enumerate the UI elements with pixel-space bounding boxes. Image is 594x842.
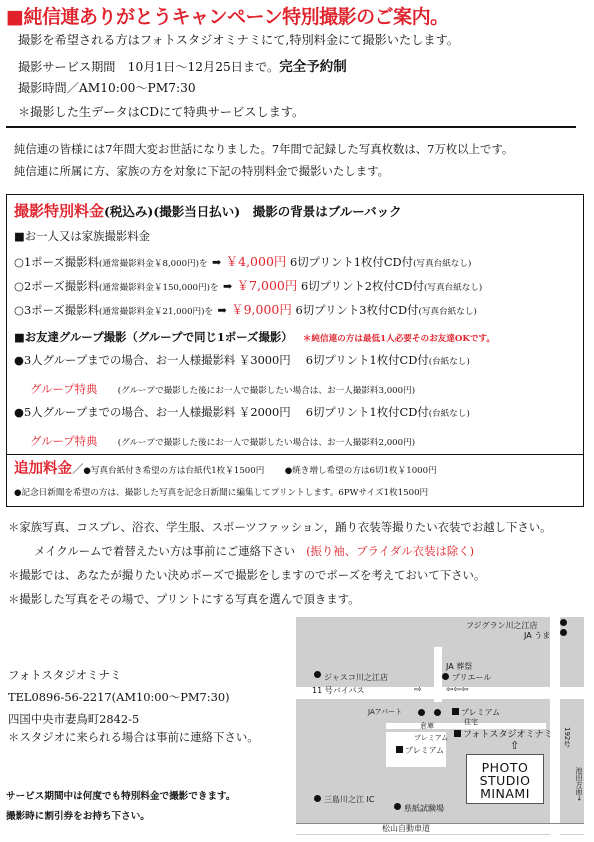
pricing-heading-rest: (撮影当日払い) 撮影の背景はブルーバック bbox=[153, 204, 402, 219]
price-row-note: (通常撮影料金￥21,000円)を bbox=[98, 307, 214, 317]
cd-service-note: ＊撮影した生データはCDにて特典サービスします。 bbox=[18, 105, 305, 119]
price-row-price: ￥9,000円 bbox=[231, 302, 292, 317]
group5-note: (台紙なし) bbox=[428, 409, 470, 419]
service-hours: 撮影時間／AM10:00～PM7:30 bbox=[18, 81, 196, 95]
map-square-marker bbox=[396, 746, 403, 753]
map-marker bbox=[314, 671, 321, 678]
price-row-1 bbox=[14, 252, 471, 270]
arrow-right-icon: ➡ bbox=[212, 256, 222, 269]
note-line-2-exception: (振り袖、ブライダル衣装は除く) bbox=[306, 544, 475, 558]
map-marker bbox=[560, 629, 567, 636]
studio-phone: TEL0896-56-2217(AM10:00～PM7:30) bbox=[8, 690, 230, 704]
group3-note: (台紙なし) bbox=[428, 357, 470, 367]
note-line-2 bbox=[34, 543, 474, 559]
group-heading-row bbox=[14, 326, 495, 345]
photo-sign-line-1: PHOTO bbox=[481, 760, 529, 775]
route-192-road bbox=[550, 617, 560, 835]
arrow-left-icon: ⇦⇦⇦ bbox=[446, 685, 469, 695]
map-label-premium-2 bbox=[396, 745, 444, 756]
price-row-note: (通常撮影料金￥8,000円)を bbox=[98, 259, 208, 269]
map-label-bypass: 11 号バイパス bbox=[312, 686, 365, 695]
group-heading: ■お友達グループ撮影（グループで同じ1ポーズ撮影） bbox=[14, 330, 293, 344]
map-marker bbox=[314, 795, 321, 802]
map-label-ja-apart: JAアパート bbox=[368, 708, 403, 716]
note-line-3: ＊撮影では、あなたが撮りたい決めポーズで撮影をしますのでポーズを考えておいて下さい。 bbox=[8, 568, 486, 582]
extra-heading: 追加料金 bbox=[14, 460, 72, 477]
price-row-price: ￥4,000円 bbox=[225, 254, 287, 269]
expressway-road bbox=[296, 823, 584, 834]
price-row-detail: 6切プリント2枚付CD付 bbox=[300, 279, 424, 293]
map-marker bbox=[418, 709, 425, 716]
extra-item-2: ●焼き増し希望の方は6切1枚￥1000円 bbox=[284, 466, 437, 476]
page-title: ■純信連ありがとうキャンペーン特別撮影のご案内。 bbox=[6, 6, 449, 28]
map-label-expressway: 松山自動車道 bbox=[382, 824, 430, 833]
map-marker bbox=[394, 803, 401, 810]
price-row-2 bbox=[14, 276, 482, 294]
pricing-heading-main: 撮影特別料金 bbox=[14, 202, 105, 220]
footer-note-2: 撮影時に割引券をお持ち下さい。 bbox=[6, 811, 150, 822]
service-period-text: 撮影サービス期間 10月1日～12月25日まで。 bbox=[18, 60, 280, 74]
group3-bonus-row bbox=[30, 378, 415, 397]
map-label-ja-sousai: JA 葬祭 bbox=[446, 662, 473, 671]
group3-bonus-label: グループ特典 bbox=[30, 382, 98, 396]
price-row-price: ￥7,000円 bbox=[236, 278, 298, 293]
price-row-label: ○1ポーズ撮影料 bbox=[14, 255, 99, 269]
map-label-jusco: ジャスコ川之江店 bbox=[324, 673, 388, 682]
side-road bbox=[434, 647, 442, 702]
note-line-2-text: メイクルームで着替えたい方は事前にご連絡下さい bbox=[34, 544, 296, 558]
map-marker bbox=[560, 619, 567, 626]
group3-row bbox=[14, 352, 470, 368]
reservation-only: 完全予約制 bbox=[279, 59, 347, 75]
map-label-fujigran: フジグラン川之江店 bbox=[466, 621, 538, 630]
pricing-heading-tax: (税込み) bbox=[104, 204, 154, 219]
studio-name: フォトスタジオミナミ bbox=[8, 668, 122, 682]
studio-address: 四国中央市妻鳥町2842-5 bbox=[8, 712, 140, 726]
group5-text: ●5人グループまでの場合、お一人様撮影料 ￥2000円 6切プリント1枚付CD付 bbox=[14, 405, 429, 419]
access-map bbox=[296, 617, 584, 835]
group5-bonus-row bbox=[30, 430, 415, 449]
note-line-4: ＊撮影した写真をその場で、プリントにする写真を選んで頂きます。 bbox=[8, 592, 360, 606]
divider bbox=[6, 126, 576, 128]
group3-bonus-text: (グループで撮影した後にお一人で撮影したい場合は、お一人撮影料3,000円) bbox=[117, 386, 416, 396]
extra-item-1: ●写真台紙付き希望の方は台紙代1枚￥1500円 bbox=[83, 466, 265, 476]
arrow-right-icon: ➡ bbox=[217, 304, 227, 317]
greeting-line-1: 純信連の皆様には7年間大変お世話になりました。7年間で記録した写真枚数は、7万枚以上です。 bbox=[14, 142, 514, 156]
map-label-mishima-ic: 三島川之江 IC bbox=[324, 795, 375, 804]
service-period bbox=[18, 55, 347, 75]
group5-bonus-text: (グループで撮影した後にお一人で撮影したい場合は、お一人撮影料2,000円) bbox=[117, 438, 416, 448]
intro-line-1: 撮影を希望される方はフォトスタジオミナミにて,特別料金にて撮影いたします。 bbox=[18, 33, 459, 47]
price-row-detail-note: (写真台紙なし) bbox=[418, 307, 477, 317]
extra-item-3: ●記念日新聞を希望の方は、撮影した写真を記念日新聞に編集してプリントします。6PWサイズ1枚1500円 bbox=[14, 488, 429, 498]
map-label-premium-small: プレミアム bbox=[414, 734, 449, 742]
greeting-line-2: 純信連に所属に方、家族の方を対象に下記の特別料金で撮影いたします。 bbox=[14, 164, 389, 178]
photo-studio-sign bbox=[466, 754, 544, 804]
map-label-kenshi: 県紙試験場 bbox=[404, 804, 444, 813]
arrow-right-icon: ⇨ bbox=[414, 685, 422, 695]
price-row-label: ○2ポーズ撮影料 bbox=[14, 279, 99, 293]
map-label-house: 住宅 bbox=[464, 718, 478, 726]
map-label-warehouse: 倉庫 bbox=[420, 722, 434, 730]
group3-text: ●3人グループまでの場合、お一人様撮影料 ￥3000円 6切プリント1枚付CD付 bbox=[14, 353, 429, 367]
map-label-ikeda: 池田方面→ bbox=[575, 767, 583, 801]
price-row-detail: 6切プリント3枚付CD付 bbox=[295, 303, 419, 317]
group-note: ＊純信連の方は最低1人必要そのお友達OKです。 bbox=[302, 334, 495, 344]
map-label-route-192: 192号 bbox=[563, 727, 571, 748]
map-label-premium-1-text: プレミアム bbox=[461, 708, 501, 717]
map-label-ja-uma: JA うま bbox=[524, 631, 551, 640]
extra-slash: ／ bbox=[72, 462, 84, 476]
photo-sign-line-3: MINAMI bbox=[480, 786, 530, 801]
footer-note-1: サービス期間中は何度でも特別料金で撮影できます。 bbox=[6, 791, 236, 802]
photo-sign-line-2: STUDIO bbox=[479, 773, 531, 788]
arrow-up-icon: ⇧ bbox=[510, 739, 520, 752]
map-label-studio bbox=[454, 727, 552, 740]
map-square-marker bbox=[454, 730, 461, 737]
price-row-label: ○3ポーズ撮影料 bbox=[14, 303, 99, 317]
family-heading: ■お一人又は家族撮影料金 bbox=[14, 229, 151, 243]
price-row-3 bbox=[14, 300, 477, 318]
extra-row-1 bbox=[14, 457, 437, 478]
group5-row bbox=[14, 404, 470, 420]
map-label-studio-text: フォトスタジオミナミ bbox=[463, 730, 553, 740]
map-marker bbox=[434, 709, 441, 716]
visit-note: ＊スタジオに来られる場合は事前に連絡下さい。 bbox=[8, 730, 259, 744]
group5-bonus-label: グループ特典 bbox=[30, 434, 98, 448]
note-line-1: ＊家族写真、コスプレ、浴衣、学生服、スポーツファッション，踊り衣装等撮りたい衣装でお越し下さい。 bbox=[8, 520, 552, 534]
price-row-detail: 6切プリント1枚付CD付 bbox=[290, 255, 414, 269]
price-row-detail-note: (写真台紙なし) bbox=[413, 259, 472, 269]
arrow-right-icon: ➡ bbox=[222, 280, 233, 293]
map-label-premium-2-text: プレミアム bbox=[405, 746, 445, 755]
pricing-heading bbox=[14, 200, 402, 221]
map-label-priel: プリエール bbox=[452, 673, 492, 682]
map-marker bbox=[442, 673, 449, 680]
price-row-note: (通常撮影料金￥150,000円)を bbox=[98, 283, 219, 293]
map-square-marker bbox=[452, 708, 459, 715]
price-row-detail-note: (写真台紙なし) bbox=[424, 283, 483, 293]
